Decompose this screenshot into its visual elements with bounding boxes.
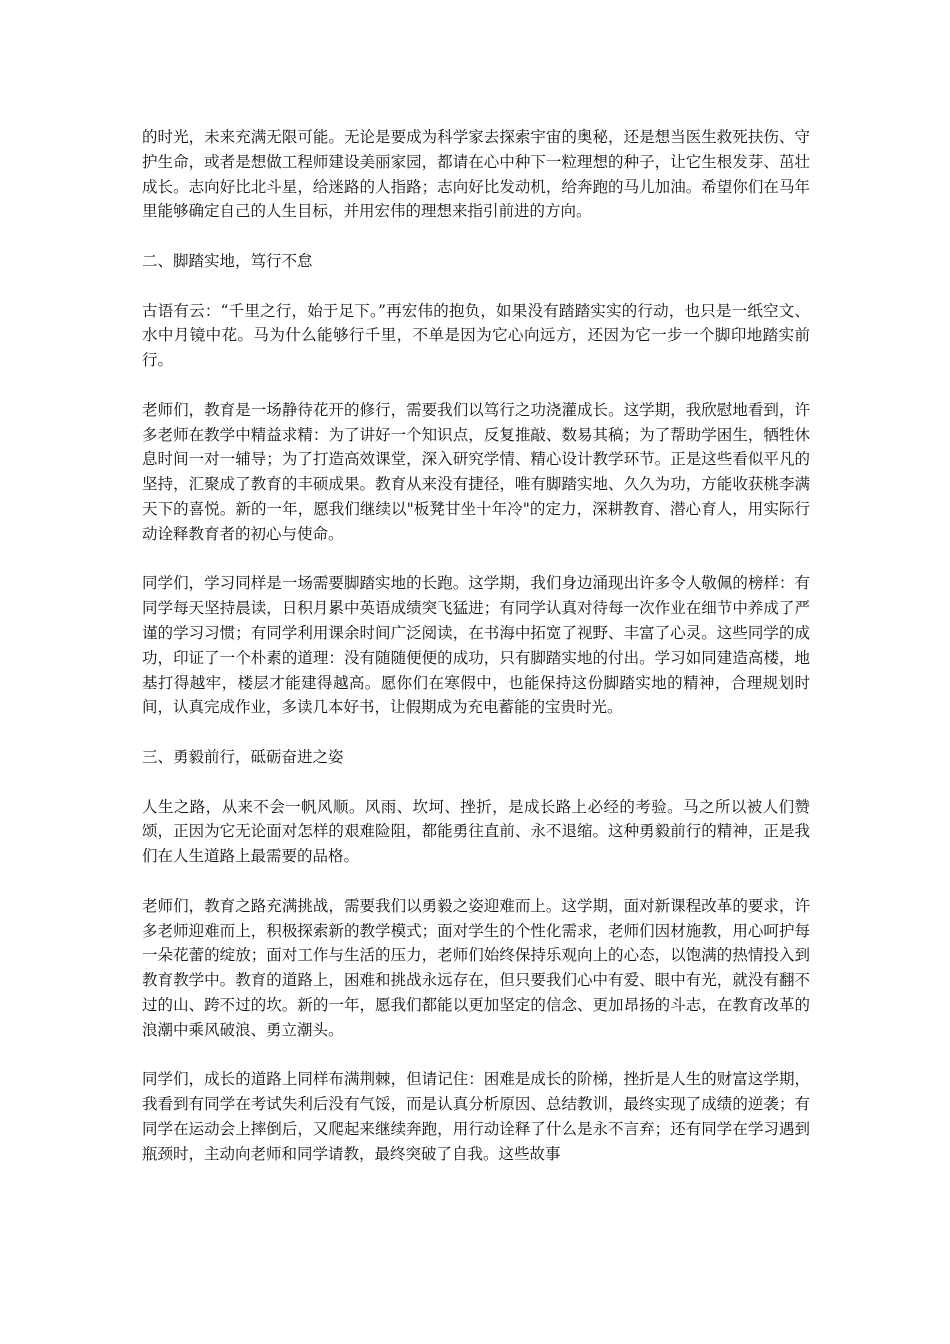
paragraph-perseverance: 人生之路，从来不会一帆风顺。风雨、坎坷、挫折，是成长路上必经的考验。马之所以被人们赞颂，正因为它无论面对怎样的艰难险阻，都能勇往直前、永不退缩。这种勇毅前行的精神，正是我们在人生道路上最需要的品格。 bbox=[142, 797, 810, 866]
paragraph-students-practice: 同学们，学习同样是一场需要脚踏实地的长跑。这学期，我们身边涌现出许多令人敬佩的榜样：有同学每天坚持晨读，日积月累中英语成绩突飞猛进；有同学认真对待每一次作业在细节中养成了严谨的学习习惯；有同学利用课余时间广泛阅读，在书海中拓宽了视野、丰富了心灵。这些同学的成功，印证了一个朴素的道理：没有随随便便的成功，只有脚踏实地的付出。学习如同建造高楼，地基打得越牢，楼层才能建得越高。愿你们在寒假中，也能保持这份脚踏实地的精神，合理规划时间，认真完成作业，多读几本好书，让假期成为充电蓄能的宝贵时光。 bbox=[142, 574, 810, 717]
section-heading-3: 三、勇毅前行，砥砺奋进之姿 bbox=[142, 747, 344, 766]
paragraph-students-courage: 同学们，成长的道路上同样布满荆棘，但请记住：困难是成长的阶梯，挫折是人生的财富这学期，我看到有同学在考试失利后没有气馁，而是认真分析原因、总结教训，最终实现了成绩的逆袭；有同学在运动会上摔倒后，又爬起来继续奔跑，用行动诠释了什么是永不言弃；还有同学在学习遇到瓶颈时，主动向老师和同学请教，最终突破了自我。这些故事 bbox=[142, 1070, 810, 1163]
paragraph-teachers-practice: 老师们，教育是一场静待花开的修行，需要我们以笃行之功浇灌成长。这学期，我欣慰地看到，许多老师在教学中精益求精：为了讲好一个知识点，反复推敲、数易其稿；为了帮助学困生，牺牲休息时间一对一辅导；为了打造高效课堂，深入研究学情、精心设计教学环节。正是这些看似平凡的坚持，汇聚成了教育的丰硕成果。教育从来没有捷径，唯有脚踏实地、久久为功，方能收获桃李满天下的喜悦。新的一年，愿我们继续以"板凳甘坐十年冷"的定力，深耕教育、潜心育人，用实际行动诠释教育者的初心与使命。 bbox=[142, 400, 810, 543]
document-page bbox=[142, 125, 810, 1191]
paragraph-teachers-courage: 老师们，教育之路充满挑战，需要我们以勇毅之姿迎难而上。这学期，面对新课程改革的要求，许多老师迎难而上，积极探索新的教学模式；面对学生的个性化需求，老师们因材施教，用心呵护每一朵花蕾的绽放；面对工作与生活的压力，老师们始终保持乐观向上的心态，以饱满的热情投入到教育教学中。教育的道路上，困难和挑战永远存在，但只要我们心中有爱、眼中有光，就没有翻不过的山、跨不过的坎。新的一年，愿我们都能以更加坚定的信念、更加昂扬的斗志，在教育改革的浪潮中乘风破浪、勇立潮头。 bbox=[142, 896, 810, 1039]
section-heading-2: 二、脚踏实地，笃行不怠 bbox=[142, 251, 313, 270]
paragraph-ideal: 的时光，未来充满无限可能。无论是要成为科学家去探索宇宙的奥秘，还是想当医生救死扶伤、守护生命，或者是想做工程师建设美丽家园，都请在心中种下一粒理想的种子，让它生根发芽、茁壮成长。志向好比北斗星，给迷路的人指路；志向好比发动机，给奔跑的马儿加油。希望你们在马年里能够确定自己的人生目标，并用宏伟的理想来指引前进的方向。 bbox=[142, 128, 810, 221]
paragraph-proverb: 古语有云：“千里之行，始于足下。”再宏伟的抱负，如果没有踏踏实实的行动，也只是一纸空文、水中月镜中花。马为什么能够行千里，不单是因为它心向远方，还因为它一步一个脚印地踏实前行。 bbox=[142, 301, 810, 370]
